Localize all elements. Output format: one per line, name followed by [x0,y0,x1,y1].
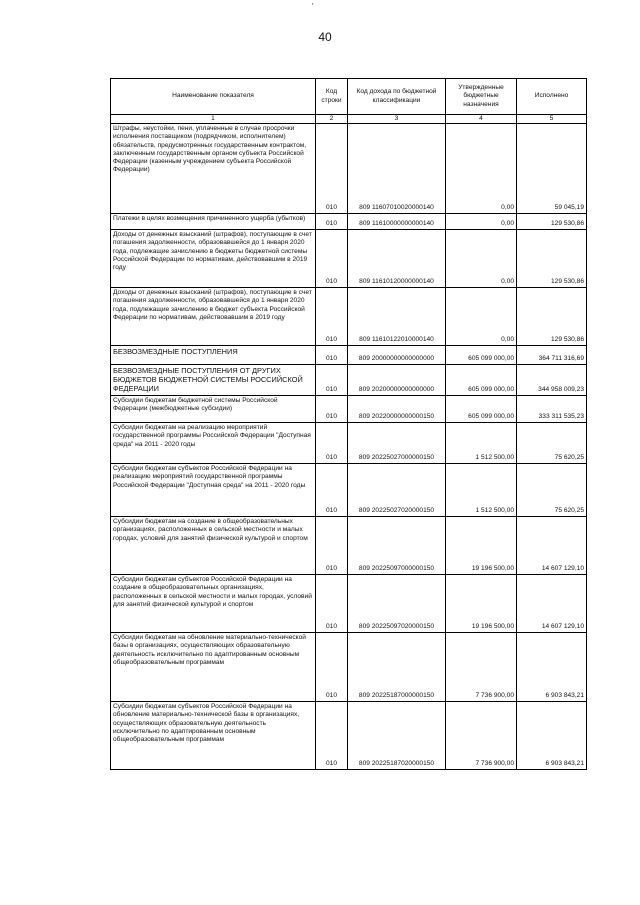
row-executed-cell: 364 711 316,69 [517,346,587,365]
row-name-cell: Доходы от денежных взысканий (штрафов), поступающие в счет погашения задолженности, образовавшейся до 1 января 2020 года, подлежащие зачислению в бюджет субъекта Российской Федерации по нормативам, действовавшим в 2019 году [111,288,316,346]
table-row [111,230,587,288]
row-kbk-cell: 809 11607010020000140 [348,124,446,214]
table-body [111,124,587,770]
budget-table-container [110,78,586,770]
row-name-cell: БЕЗВОЗМЕЗДНЫЕ ПОСТУПЛЕНИЯ [111,346,316,365]
budget-execution-table [110,78,587,770]
header-name: Наименование показателя [111,79,316,115]
row-code-cell: 010 [316,396,348,423]
row-executed-cell: 59 045,19 [517,124,587,214]
row-name-cell: Платежи в целях возмещения причиненного ущерба (убытков) [111,214,316,230]
table-row [111,464,587,517]
table-row [111,288,587,346]
page-number: 40 [318,30,332,44]
row-name-cell: БЕЗВОЗМЕЗДНЫЕ ПОСТУПЛЕНИЯ ОТ ДРУГИХ БЮДЖЕТОВ БЮДЖЕТНОЙ СИСТЕМЫ РОССИЙСКОЙ ФЕДЕРАЦИИ [111,365,316,396]
row-approved-cell: 0,00 [446,214,517,230]
row-executed-cell: 129 530,86 [517,230,587,288]
table-row [111,423,587,464]
row-code-cell: 010 [316,288,348,346]
table-row [111,396,587,423]
row-code-cell: 010 [316,346,348,365]
row-approved-cell: 0,00 [446,230,517,288]
row-kbk-cell: 809 20225027000000150 [348,423,446,464]
row-name-cell: Субсидии бюджетам на реализацию мероприятий государственной программы Российской Федерации "Доступная среда" на 2011 - 2020 годы [111,423,316,464]
row-kbk-cell: 809 11610122010000140 [348,288,446,346]
column-index-row [111,115,587,124]
table-row [111,702,587,770]
row-kbk-cell: 809 20225027020000150 [348,464,446,517]
row-executed-cell: 14 607 129,10 [517,517,587,575]
row-kbk-cell: 809 20225187000000150 [348,633,446,702]
row-executed-cell: 129 530,86 [517,214,587,230]
row-executed-cell: 333 311 535,23 [517,396,587,423]
row-approved-cell: 19 196 500,00 [446,575,517,633]
row-code-cell: 010 [316,124,348,214]
row-approved-cell: 7 736 900,00 [446,633,517,702]
row-name-cell: Субсидии бюджетам на создание в общеобразовательных организациях, расположенных в сельской местности и малых городах, условий для занятий физической культурой и спортом [111,517,316,575]
row-approved-cell: 0,00 [446,288,517,346]
row-code-cell: 010 [316,423,348,464]
row-code-cell: 010 [316,702,348,770]
row-name-cell: Субсидии бюджетам субъектов Российской Федерации на обновление материально-технической базы в организациях, осуществляющих образовательную деятельность исключительно по адаптированным основным общеобразовательным программам [111,702,316,770]
row-executed-cell: 14 607 129,10 [517,575,587,633]
column-index: 4 [446,115,517,124]
row-name-cell: Штрафы, неустойки, пени, уплаченные в случае просрочки исполнения поставщиком (подрядчиком, исполнителем) обязательств, предусмотренных государственным контрактом, заключенным государственным органом субъекта Российской Федерации (казенным учреждением субъекта Российской Федерации) [111,124,316,214]
row-executed-cell: 75 620,25 [517,464,587,517]
row-kbk-cell: 809 20000000000000000 [348,346,446,365]
row-code-cell: 010 [316,633,348,702]
header-kbk: Код дохода по бюджетной классификации [348,79,446,115]
row-name-cell: Субсидии бюджетам на обновление материально-технической базы в организациях, осуществляющих образовательную деятельность исключительно по адаптированным основным общеобразовательным программам [111,633,316,702]
row-name-cell: Доходы от денежных взысканий (штрафов), поступающие в счет погашения задолженности, образовавшейся до 1 января 2020 года, подлежащие зачислению в бюджеты бюджетной системы Российской Федерации по нормативам, действовавшим в 2019 году [111,230,316,288]
row-name-cell: Субсидии бюджетам субъектов Российской Федерации на реализацию мероприятий государственной программы Российской Федерации "Доступная среда" на 2011 - 2020 годы [111,464,316,517]
table-row [111,346,587,365]
table-row [111,633,587,702]
row-approved-cell: 605 099 000,00 [446,346,517,365]
row-kbk-cell: 809 20225187020000150 [348,702,446,770]
column-index: 1 [111,115,316,124]
table-row [111,575,587,633]
table-row [111,365,587,396]
row-code-cell: 010 [316,464,348,517]
row-approved-cell: 605 099 000,00 [446,365,517,396]
column-index: 3 [348,115,446,124]
row-name-cell: Субсидии бюджетам бюджетной системы Российской Федерации (межбюджетные субсидии) [111,396,316,423]
header-row [111,79,587,115]
table-row [111,214,587,230]
row-kbk-cell: 809 20225097020000150 [348,575,446,633]
scan-mark: ' [312,2,314,11]
row-code-cell: 010 [316,214,348,230]
row-executed-cell: 344 958 009,23 [517,365,587,396]
header-executed: Исполнено [517,79,587,115]
row-kbk-cell: 809 20200000000000000 [348,365,446,396]
row-name-cell: Субсидии бюджетам субъектов Российской Федерации на создание в общеобразовательных организациях, расположенных в сельской местности и малых городах, условий для занятий физической культурой и спортом [111,575,316,633]
row-approved-cell: 0,00 [446,124,517,214]
table-row [111,124,587,214]
column-index: 2 [316,115,348,124]
row-kbk-cell: 809 11610120000000140 [348,230,446,288]
header-code: Код строки [316,79,348,115]
row-executed-cell: 6 903 843,21 [517,702,587,770]
row-approved-cell: 7 736 900,00 [446,702,517,770]
row-kbk-cell: 809 11610000000000140 [348,214,446,230]
row-code-cell: 010 [316,365,348,396]
row-code-cell: 010 [316,517,348,575]
header-approved: Утвержденные бюджетные назначения [446,79,517,115]
row-approved-cell: 605 099 000,00 [446,396,517,423]
row-code-cell: 010 [316,230,348,288]
row-code-cell: 010 [316,575,348,633]
row-approved-cell: 1 512 500,00 [446,423,517,464]
row-executed-cell: 75 620,25 [517,423,587,464]
row-executed-cell: 129 530,86 [517,288,587,346]
column-index: 5 [517,115,587,124]
table-row [111,517,587,575]
row-approved-cell: 1 512 500,00 [446,464,517,517]
row-executed-cell: 6 903 843,21 [517,633,587,702]
row-kbk-cell: 809 20225097000000150 [348,517,446,575]
row-approved-cell: 19 196 500,00 [446,517,517,575]
row-kbk-cell: 809 20220000000000150 [348,396,446,423]
